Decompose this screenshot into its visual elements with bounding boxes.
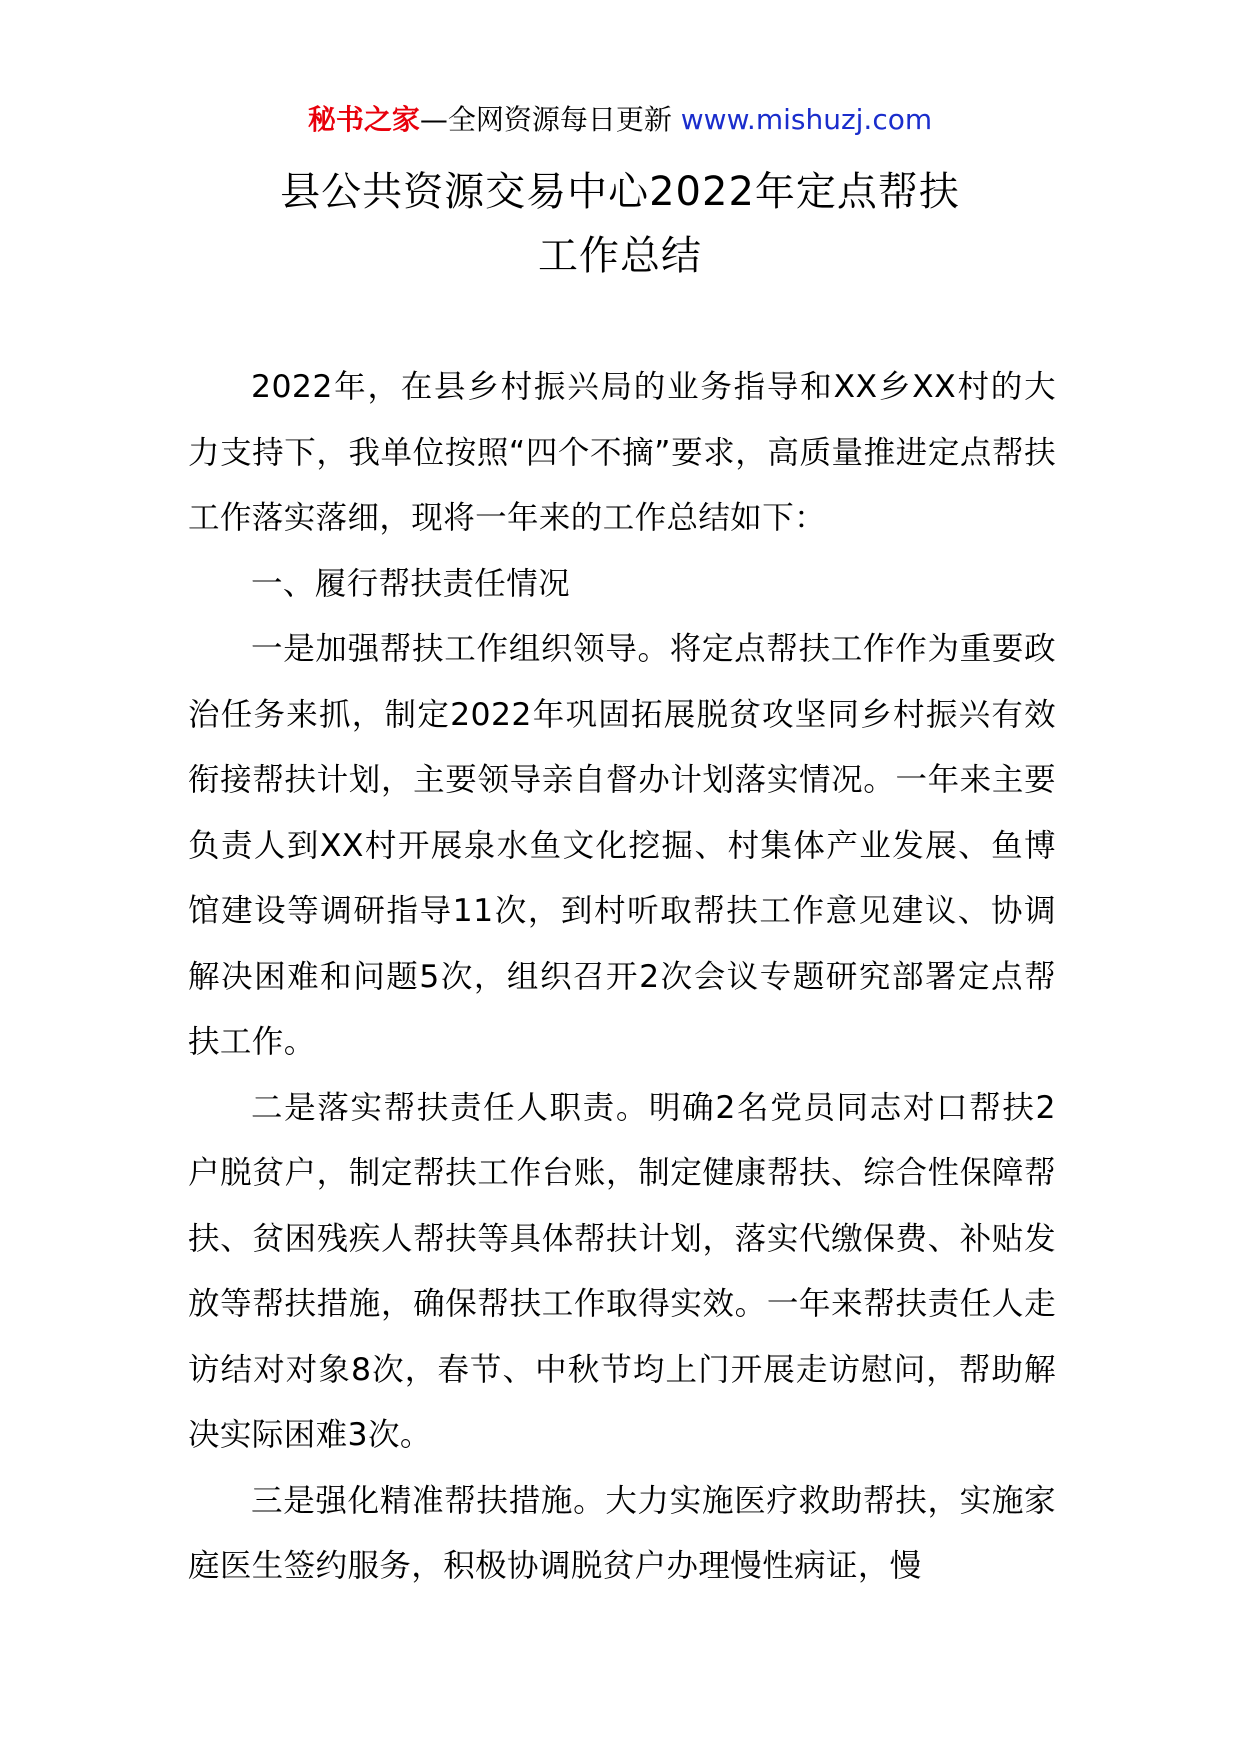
document-body: [188, 355, 1056, 1600]
header-banner: [0, 100, 1240, 140]
paragraph-item-2: 二是落实帮扶责任人职责。明确2名党员同志对口帮扶2户脱贫户，制定帮扶工作台账，制定健康帮扶、综合性保障帮扶、贫困残疾人帮扶等具体帮扶计划，落实代缴保费、补贴发放等帮扶措施，确保帮扶工作取得实效。一年来帮扶责任人走访结对对象8次，春节、中秋节均上门开展走访慰问，帮助解决实际困难3次。: [188, 1089, 1056, 1453]
brand-name: 秘书之家: [307, 103, 420, 136]
document-title-line-1: 县公共资源交易中心2022年定点帮扶: [280, 169, 960, 215]
document-title-line-2: 工作总结: [538, 233, 702, 279]
paragraph-item-1: 一是加强帮扶工作组织领导。将定点帮扶工作作为重要政治任务来抓，制定2022年巩固拓展脱贫攻坚同乡村振兴有效衔接帮扶计划，主要领导亲自督办计划落实情况。一年来主要负责人到XX村开展泉水鱼文化挖掘、村集体产业发展、鱼博馆建设等调研指导11次，到村听取帮扶工作意见建议、协调解决困难和问题5次，组织召开2次会议专题研究部署定点帮扶工作。: [188, 631, 1056, 1060]
site-url-link[interactable]: www.mishuzj.com: [680, 103, 933, 136]
section-heading: 一、履行帮扶责任情况: [251, 565, 571, 602]
header-slogan: —全网资源每日更新: [419, 103, 681, 136]
paragraph-item-3: 三是强化精准帮扶措施。大力实施医疗救助帮扶，实施家庭医生签约服务，积极协调脱贫户办理慢性病证，慢: [188, 1482, 1056, 1584]
paragraph-intro: 2022年，在县乡村振兴局的业务指导和XX乡XX村的大力支持下，我单位按照“四个不摘”要求，高质量推进定点帮扶工作落实落细，现将一年来的工作总结如下：: [188, 369, 1056, 536]
